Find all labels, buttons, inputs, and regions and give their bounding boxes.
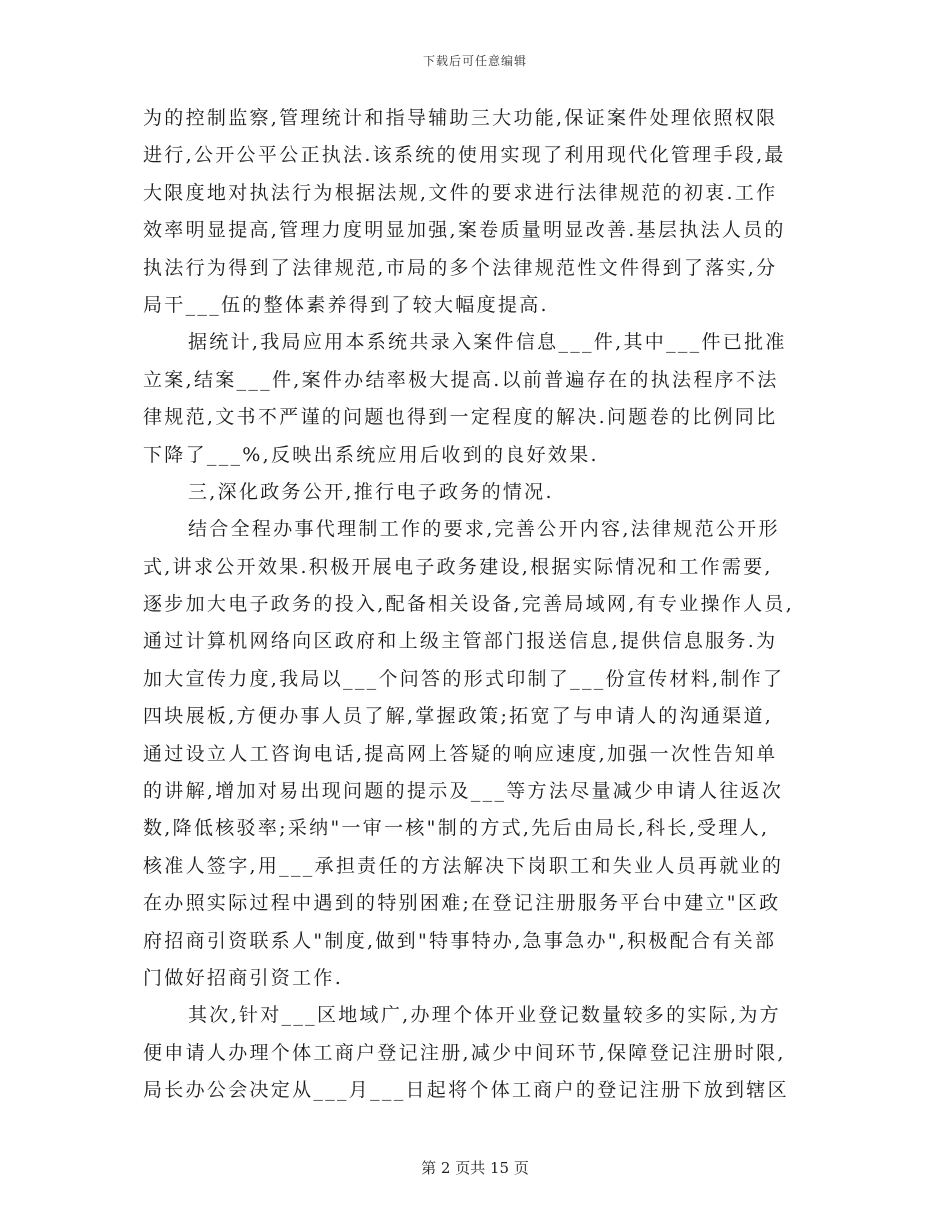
document-body [143,100,808,1110]
text-line: 式,讲求公开效果.积极开展电子政务建设,根据实际情况和工作需要, [143,555,773,578]
text-line: 通过设立人工咨询电话,提高网上答疑的响应速度,加强一次性告知单 [143,742,778,765]
text-line: 府招商引资联系人"制度,做到"特事特办,急事急办",积极配合有关部 [143,929,777,952]
text-line: 其次,针对___区地域广,办理个体开业登记数量较多的实际,为方 [188,1004,781,1027]
text-line: 局干___伍的整体素养得到了较大幅度提高. [143,293,549,316]
text-line: 门做好招商引资工作. [143,966,344,989]
text-line: 三,深化政务公开,推行电子政务的情况. [188,480,554,503]
text-line: 据统计,我局应用本系统共录入案件信息___件,其中___件已批准 [188,331,787,354]
text-line: 大限度地对执法行为根据法规,文件的要求进行法律规范的初衷.工作 [143,181,778,204]
page-number-footer: 第 2 页共 15 页 [421,1159,529,1177]
text-line: 在办照实际过程中遇到的特别困难;在登记注册服务平台中建立"区政 [143,892,781,915]
text-line: 立案,结案___件,案件办结率极大提高.以前普遍存在的执法程序不法 [143,368,779,391]
paragraph-2 [143,324,808,474]
text-line: 加大宣传力度,我局以___个问答的形式印制了___份宣传材料,制作了 [143,667,785,690]
paragraph-1 [143,100,808,324]
paragraph-4 [143,997,808,1109]
text-line: 为的控制监察,管理统计和指导辅助三大功能,保证案件处理依照权限 [143,107,778,129]
text-line: 效率明显提高,管理力度明显加强,案卷质量明显改善.基层执法人员的 [143,219,786,242]
text-line: 核准人签字,用___承担责任的方法解决下岗职工和失业人员再就业的 [143,854,784,877]
text-line: 数,降低核驳率;采纳"一审一核"制的方式,先后由局长,科长,受理人, [143,817,770,840]
text-line: 逐步加大电子政务的投入,配备相关设备,完善局域网,有专业操作人员, [143,593,795,616]
text-line: 下降了___%,反映出系统应用后收到的良好效果. [143,443,599,466]
page-header: 下载后可任意编辑 [422,54,527,68]
text-line: 律规范,文书不严谨的问题也得到一定程度的解决.问题卷的比例同比 [143,406,778,429]
text-line: 进行,公开公平公正执法.该系统的使用实现了利用现代化管理手段,最 [143,144,786,167]
text-line: 四块展板,方便办事人员了解,掌握政策;拓宽了与申请人的沟通渠道, [143,705,774,728]
section-heading [143,474,808,511]
text-line: 结合全程办事代理制工作的要求,完善公开内容,法律规范公开形 [188,518,780,541]
text-line: 局长办公会决定从___月___日起将个体工商户的登记注册下放到辖区 [143,1079,789,1102]
text-line: 的讲解,增加对易出现问题的提示及___等方法尽量减少申请人往返次 [143,780,784,803]
text-line: 执法行为得到了法律规范,市局的多个法律规范性文件得到了落实,分 [143,256,778,279]
text-line: 便申请人办理个体工商户登记注册,减少中间环节,保障登记注册时限, [143,1041,786,1064]
paragraph-3 [143,511,808,997]
text-line: 通过计算机网络向区政府和上级主管部门报送信息,提供信息服务.为 [143,630,778,653]
